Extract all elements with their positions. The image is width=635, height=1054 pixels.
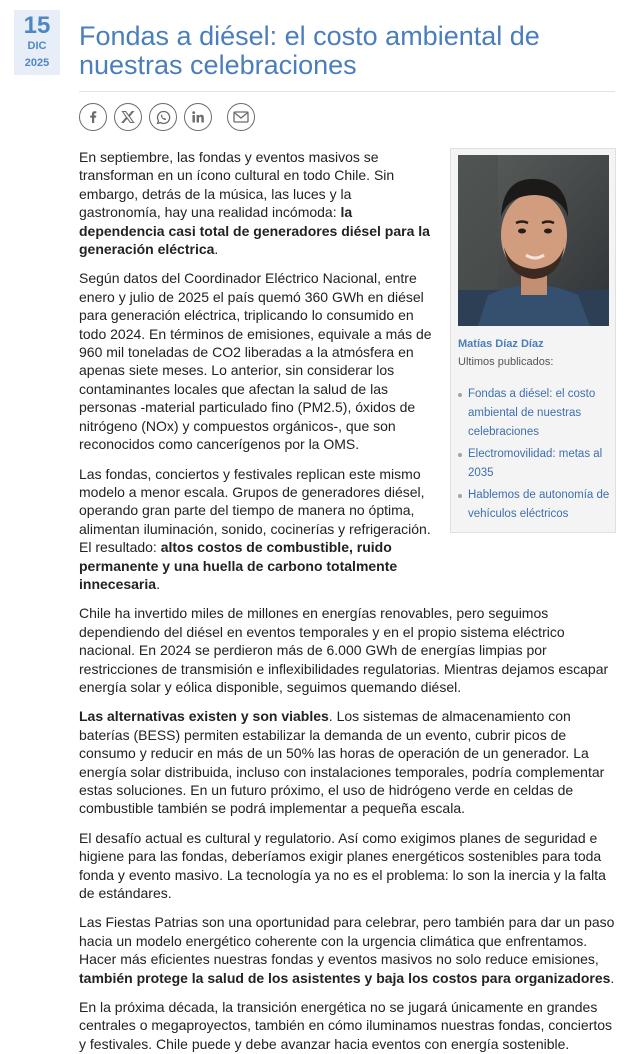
- recent-post-title[interactable]: Fondas a diésel: el costo ambiental de nuestras celebraciones: [468, 388, 596, 438]
- email-icon: [233, 111, 249, 123]
- paragraph-1: En septiembre, las fondas y eventos masivos se transforman en un ícono cultural en todo Chile. Sin embargo, detrás de la música, las luces y la gastronomía, hay una realidad incómoda: la dependencia casi total de generadores diésel para la generación eléctrica.: [79, 149, 430, 258]
- share-facebook-button[interactable]: [79, 103, 107, 131]
- title-divider: [79, 91, 615, 92]
- share-linkedin-button[interactable]: [184, 103, 212, 131]
- share-bar: [79, 103, 255, 131]
- paragraph-2: Según datos del Coordinador Eléctrico Nacional, entre enero y julio de 2025 el país quemó 360 GWh en diésel para generación eléctrica, triplicando lo consumido en todo 2024. En términos de emisiones, equivale a más de 960 mil toneladas de CO2 liberadas a la atmósfera en apenas siete meses. Lo anterior, sin considerar los contaminantes locales que afectan la salud de las personas -material particulado fino (PM2.5), óxidos de nitrógeno (NOx) y compuestos orgánicos-, que son reconocidos como cancerígenos por la OMS.: [79, 270, 432, 453]
- date-month: DIC: [27, 40, 47, 52]
- paragraph-6: El desafío actual es cultural y regulatorio. Así como exigimos planes de seguridad e higiene para las fondas, deberíamos exigir planes energéticos sostenibles para toda fonda y evento masivo. La tecnología ya no es el problema: lo son la inercia y la falta de estándares.: [79, 829, 606, 902]
- recent-posts-label: Ultimos publicados:: [458, 356, 554, 368]
- recent-post-title[interactable]: Electromovilidad: metas al 2035: [468, 448, 603, 479]
- x-twitter-icon: [121, 110, 135, 124]
- share-whatsapp-button[interactable]: [149, 103, 177, 131]
- paragraph-4: Chile ha invertido miles de millones en energías renovables, pero seguimos dependiendo del diésel en eventos temporales y en el propio sistema eléctrico nacional. En 2024 se perdieron más de 6.000 GWh de energías limpias por restricciones de transmisión e inflexibilidades regulatorias. Mientras dejamos escapar energía solar y eólica disponible, seguimos quemando diésel.: [79, 605, 609, 695]
- paragraph-5: Las alternativas existen y son viables. Los sistemas de almacenamiento con baterías (BESS) permiten estabilizar la demanda de un evento, cubrir picos de consumo y reducir en más de un 50% las horas de operación de un generador. La energía solar distribuida, incluso con instalaciones temporales, podría complementar estas soluciones. En un futuro próximo, el uso de hidrógeno verde en celdas de combustible también se podrá implementar a pequeña escala.: [79, 708, 605, 817]
- date-badge: [14, 10, 60, 75]
- facebook-icon: [86, 110, 100, 124]
- paragraph-7: Las Fiestas Patrias son una oportunidad para celebrar, pero también para dar un paso hacia un modelo energético coherente con la urgencia climática que enfrentamos. Hacer más eficientes nuestras fondas y eventos masivos no solo reduce emisiones, también protege la salud de los asistentes y baja los costos para organizadores.: [79, 914, 615, 986]
- article-title: Fondas a diésel: el costo ambiental de nuestras celebraciones: [79, 21, 540, 80]
- author-name[interactable]: Matías Díaz Díaz: [458, 338, 544, 350]
- paragraph-8: En la próxima década, la transición energética no se jugará únicamente en grandes centrales o megaproyectos, también en cómo iluminamos nuestras fondas, conciertos y festivales. Chile puede y debe avanzar hacia eventos con energía sostenible.: [79, 999, 613, 1052]
- article-body: [79, 148, 619, 1054]
- paragraph-3: Las fondas, conciertos y festivales replican este mismo modelo a menor escala. Grupos de generadores diésel, operando gran parte del tiempo de manera no óptima, alimentan iluminación, sonido, cocinerías y refrigeración. El resultado: altos costos de combustible, ruido permanente y una huella de carbono totalmente innecesaria.: [79, 465, 431, 592]
- date-year: 2025: [24, 57, 50, 69]
- linkedin-icon: [191, 110, 205, 124]
- share-x-button[interactable]: [114, 103, 142, 131]
- recent-post-title[interactable]: Hablemos de autonomía de vehículos eléctricos: [468, 489, 610, 520]
- share-email-button[interactable]: [227, 103, 255, 131]
- whatsapp-icon: [156, 110, 171, 125]
- date-day: 15: [23, 12, 51, 39]
